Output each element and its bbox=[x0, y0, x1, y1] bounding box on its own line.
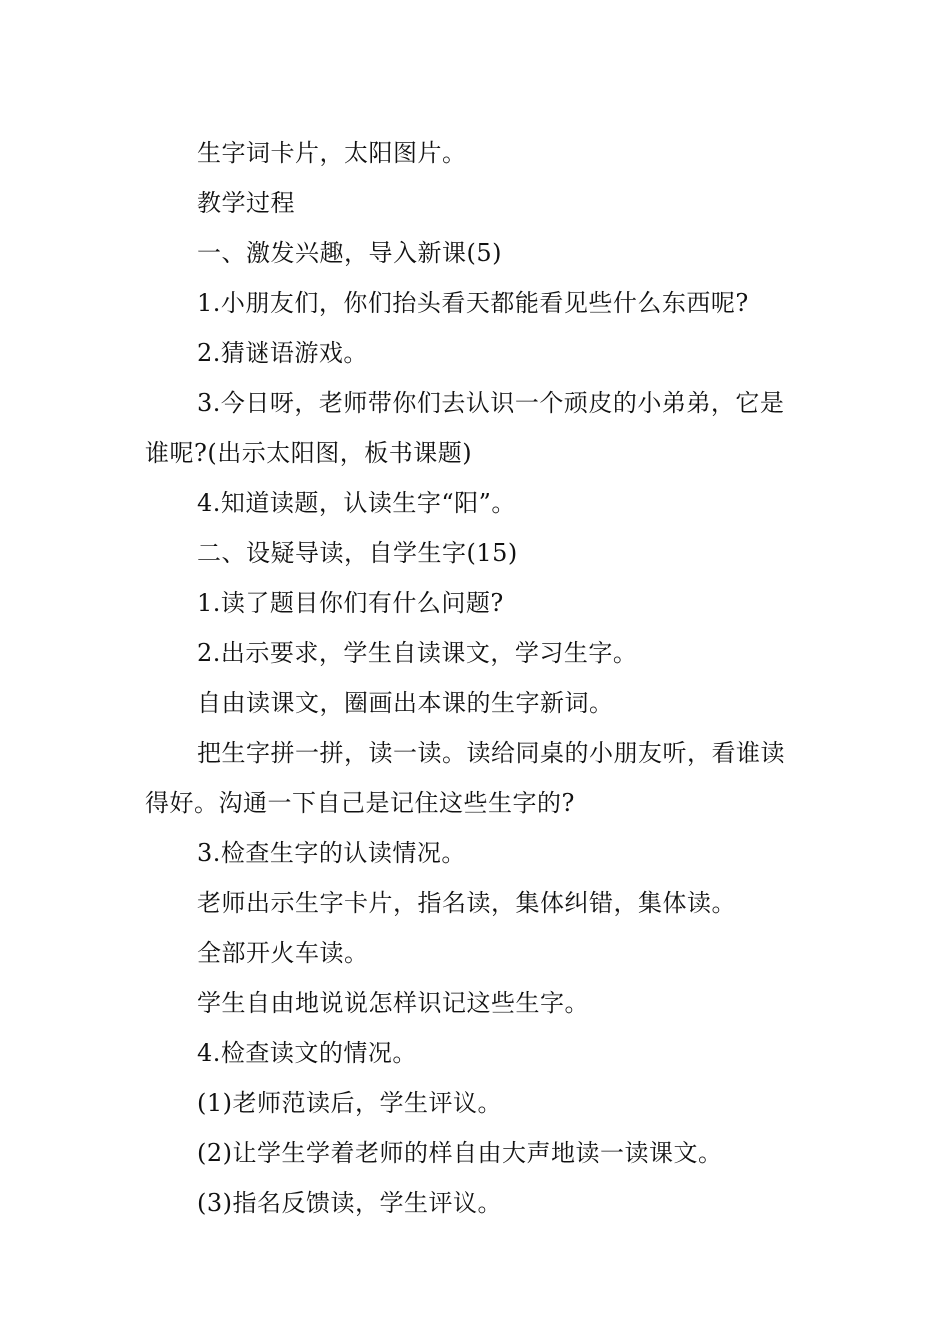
paragraph-memorize: 学生自由地说说怎样识记这些生字。 bbox=[197, 989, 589, 1017]
paragraph-sub-2: (2)让学生学着老师的样自由大声地读一读课文。 bbox=[197, 1139, 723, 1167]
paragraph-materials: 生字词卡片，太阳图片。 bbox=[197, 139, 467, 167]
document-body bbox=[145, 128, 807, 1228]
paragraph-cards: 老师出示生字卡片，指名读，集体纠错，集体读。 bbox=[197, 889, 736, 917]
paragraph-question: 1.读了题目你们有什么问题? bbox=[197, 589, 504, 617]
paragraph-step-2: 2.猜谜语游戏。 bbox=[197, 339, 368, 367]
paragraph-sub-1: (1)老师范读后，学生评议。 bbox=[197, 1089, 502, 1117]
paragraph-spell-read: 把生字拼一拼，读一读。读给同桌的小朋友听，看谁读得好。沟通一下自己是记住这些生字的? bbox=[145, 739, 785, 817]
paragraph-step-3: 3.今日呀，老师带你们去认识一个顽皮的小弟弟，它是谁呢?(出示太阳图，板书课题) bbox=[145, 389, 785, 467]
paragraph-section-two: 二、设疑导读，自学生字(15) bbox=[197, 539, 518, 567]
paragraph-check-characters: 3.检查生字的认读情况。 bbox=[197, 839, 466, 867]
paragraph-check-text: 4.检查读文的情况。 bbox=[197, 1039, 417, 1067]
paragraph-free-reading: 自由读课文，圈画出本课的生字新词。 bbox=[197, 689, 614, 717]
paragraph-step-4: 4.知道读题，认读生字“阳”。 bbox=[197, 489, 516, 517]
paragraph-sub-3: (3)指名反馈读，学生评议。 bbox=[197, 1189, 502, 1217]
paragraph-step-1: 1.小朋友们，你们抬头看天都能看见些什么东西呢? bbox=[197, 289, 749, 317]
paragraph-section-one: 一、激发兴趣，导入新课(5) bbox=[197, 239, 502, 267]
paragraph-train-reading: 全部开火车读。 bbox=[197, 939, 369, 967]
paragraph-heading-process: 教学过程 bbox=[197, 189, 295, 217]
paragraph-requirements: 2.出示要求，学生自读课文，学习生字。 bbox=[197, 639, 638, 667]
